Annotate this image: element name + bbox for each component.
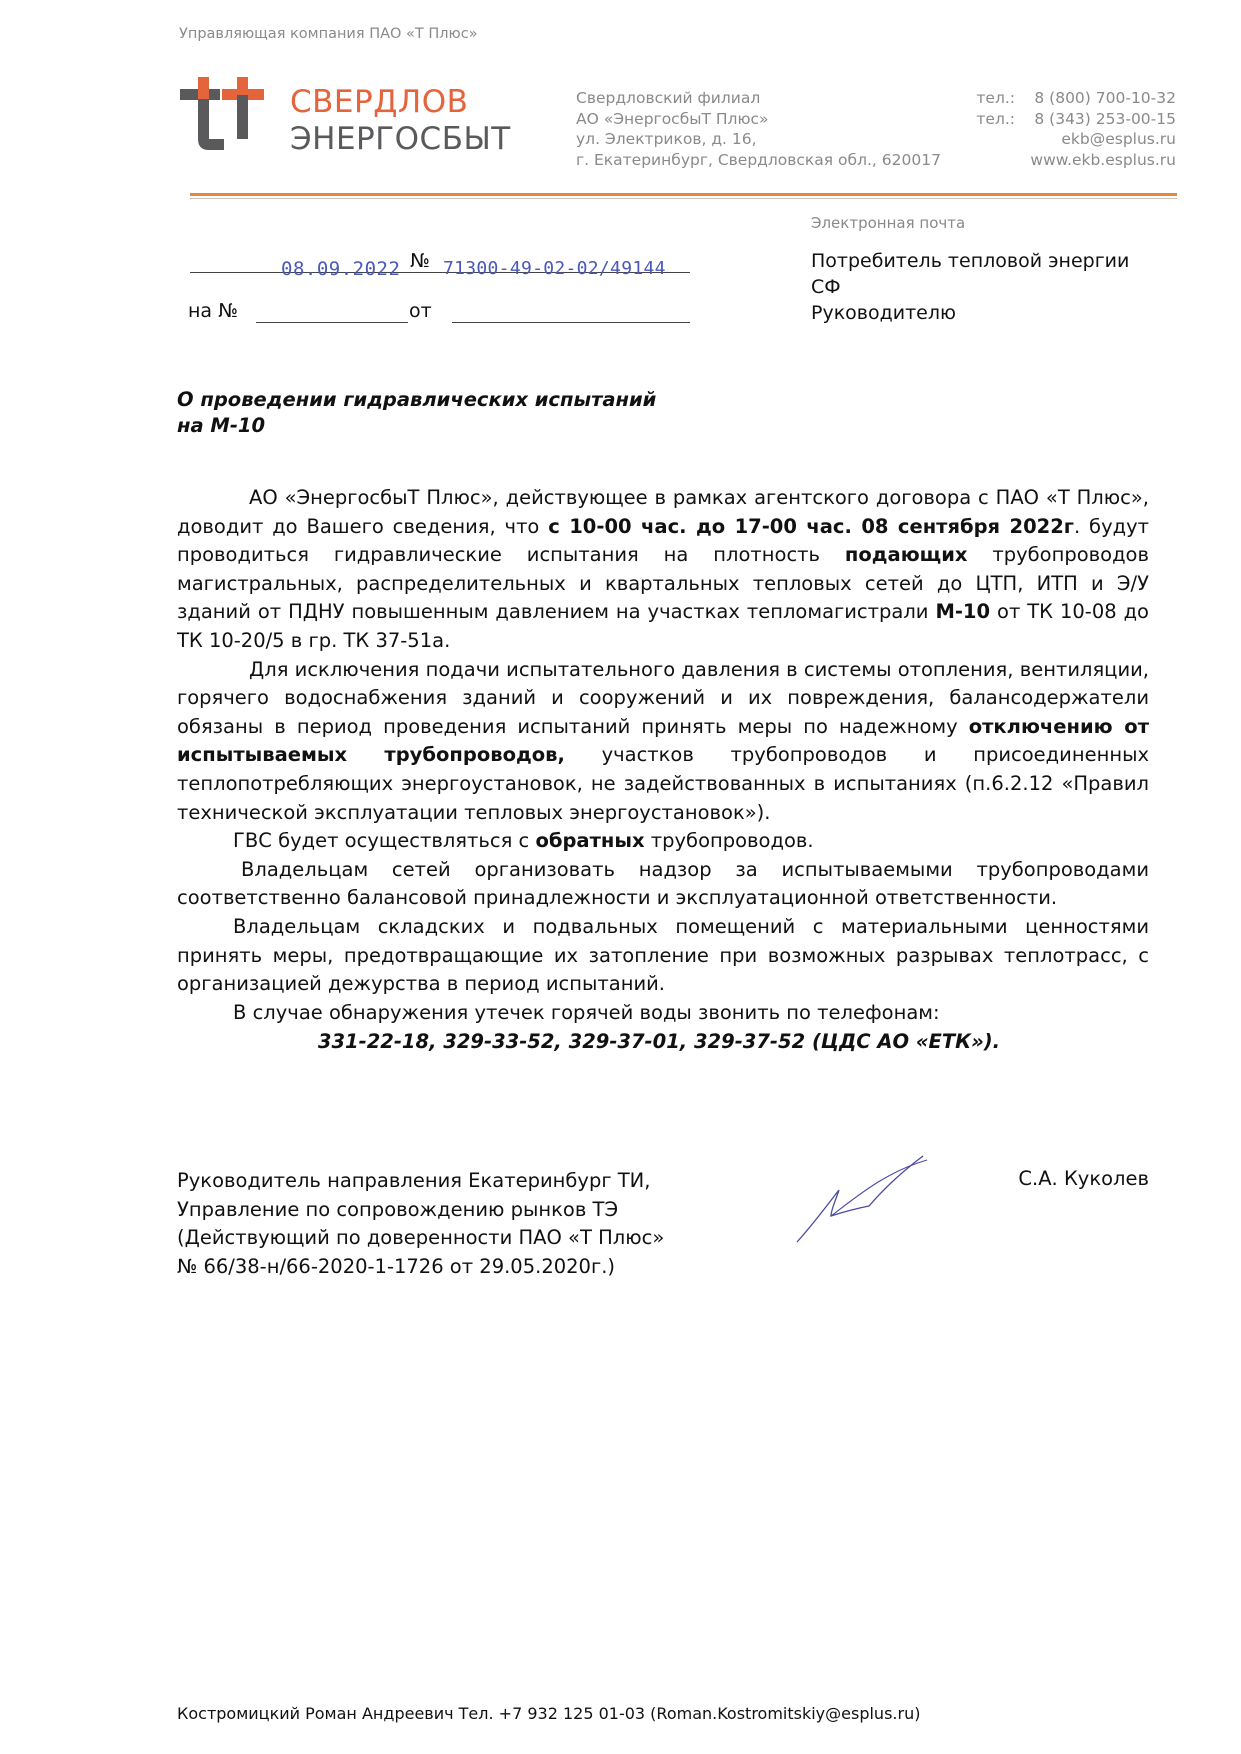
- contacts-block: [976, 88, 1176, 170]
- header-rule-thin: [190, 198, 1177, 199]
- letter-body: [177, 484, 1149, 1057]
- recipient-line: Руководителю: [811, 302, 957, 324]
- subject-line: О проведении гидравлических испытаний: [177, 388, 657, 411]
- paragraph-3: [177, 827, 1149, 856]
- paragraph-1: [177, 484, 1149, 656]
- signatory-name: С.А. Куколев: [1018, 1167, 1149, 1190]
- text: ГВС будет осуществляться с: [233, 829, 536, 853]
- number-sign: №: [410, 250, 430, 272]
- website: www.ekb.esplus.ru: [1030, 150, 1176, 169]
- paragraph-5: Владельцам складских и подвальных помещений с материальными ценностями принять меры, предотвращающие их затопление при возможных разрывах теплотрасс, с организацией дежурства в период испытаний.: [177, 914, 1149, 996]
- handwritten-signature: [795, 1150, 930, 1245]
- recipient-line: СФ: [811, 276, 841, 298]
- registration-date: 08.09.2022: [281, 258, 401, 280]
- signatory-line: Руководитель направления Екатеринбург ТИ,: [177, 1169, 651, 1192]
- paragraph-2: [177, 656, 1149, 828]
- recipient-line: Потребитель тепловой энергии: [811, 250, 1130, 272]
- logo-line2: ЭНЕРГОСБЫТ: [290, 121, 511, 157]
- text-bold: отключению от испытываемых трубопроводов,: [177, 714, 1149, 767]
- delivery-method: Электронная почта: [811, 214, 966, 232]
- text: трубопроводов магистральных, распределительных и квартальных тепловых сетей до ЦТП, ИТП и Э/У зданий от ПДНУ повышенным давлением на участках тепломагистрали: [177, 543, 1149, 624]
- emergency-phones: 331-22-18, 329-33-52, 329-37-01, 329-37-52 (ЦДС АО «ЕТК»).: [317, 1030, 1001, 1054]
- branch-address: [576, 88, 941, 170]
- text-bold: с 10-00 час. до 17-00 час. 08 сентября 2022г: [548, 514, 1074, 538]
- tel-1: 8 (800) 700-10-32: [1034, 89, 1176, 107]
- executor-contact: Костромицкий Роман Андреевич Тел. +7 932 125 01-03 (Roman.Kostromitskiy@esplus.ru): [177, 1704, 921, 1723]
- text: от ТК 10-08 до ТК 10-20/5 в гр. ТК 37-51а.: [177, 600, 1149, 652]
- reply-date-label: от: [409, 300, 432, 322]
- paragraph-4: Владельцам сетей организовать надзор за испытываемыми трубопроводами соответственно балансовой принадлежности и эксплуатационной ответственности.: [177, 857, 1149, 910]
- subject-line: на М-10: [177, 414, 266, 437]
- reply-to-blank: [256, 322, 408, 323]
- text: . будут проводиться гидравлические испытания на плотность: [177, 514, 1149, 567]
- text: трубопроводов.: [644, 829, 814, 853]
- signatory-line: Управление по сопровождению рынков ТЭ: [177, 1197, 619, 1221]
- tel-2: 8 (343) 253-00-15: [1034, 109, 1176, 128]
- branch-line: АО «ЭнергосбыТ Плюс»: [576, 109, 769, 128]
- branch-line: ул. Электриков, д. 16,: [576, 130, 757, 148]
- reply-to-label: на №: [188, 300, 238, 322]
- tel-label: тел.:: [976, 89, 1015, 107]
- branch-line: г. Екатеринбург, Свердловская обл., 620017: [576, 150, 941, 169]
- header-rule: [190, 193, 1177, 196]
- text: Для исключения подачи испытательного давления в системы отопления, вентиляции, горячего водоснабжения зданий и сооружений и их повреждения, балансодержатели обязаны в период проведения испытаний принять меры по надежному: [177, 657, 1149, 738]
- paragraph-6: В случае обнаружения утечек горячей воды звонить по телефонам:: [233, 1000, 940, 1024]
- recipient-block: [811, 248, 1129, 326]
- tel-label: тел.:: [976, 109, 1015, 128]
- logo-wordmark: [290, 84, 511, 158]
- signatory-line: № 66/38-н/66-2020-1-1726 от 29.05.2020г.): [177, 1254, 615, 1278]
- branch-line: Свердловский филиал: [576, 89, 761, 107]
- text-bold: обратных: [535, 829, 645, 853]
- logo-line1: СВЕРДЛОВ: [290, 84, 469, 120]
- text-bold: подающих: [844, 543, 968, 567]
- registration-number: 71300-49-02-02/49144: [443, 258, 666, 279]
- management-company: Управляющая компания ПАО «Т Плюс»: [179, 26, 478, 42]
- email: ekb@esplus.ru: [1061, 130, 1176, 148]
- text: АО «ЭнергосбыТ Плюс», действующее в рамках агентского договора с ПАО «Т Плюс», доводит до Вашего сведения, что: [177, 486, 1149, 538]
- letter-subject: [177, 387, 656, 439]
- signatory-line: (Действующий по доверенности ПАО «Т Плюс»: [177, 1226, 665, 1250]
- text: участков трубопроводов и присоединенных теплопотребляющих энергоустановок, не задействованных в испытаниях (п.6.2.12 «Правил технической эксплуатации тепловых энергоустановок»).: [177, 743, 1150, 824]
- reply-date-blank: [452, 322, 690, 323]
- signatory-title: [177, 1167, 664, 1281]
- text-bold: М-10: [935, 600, 991, 624]
